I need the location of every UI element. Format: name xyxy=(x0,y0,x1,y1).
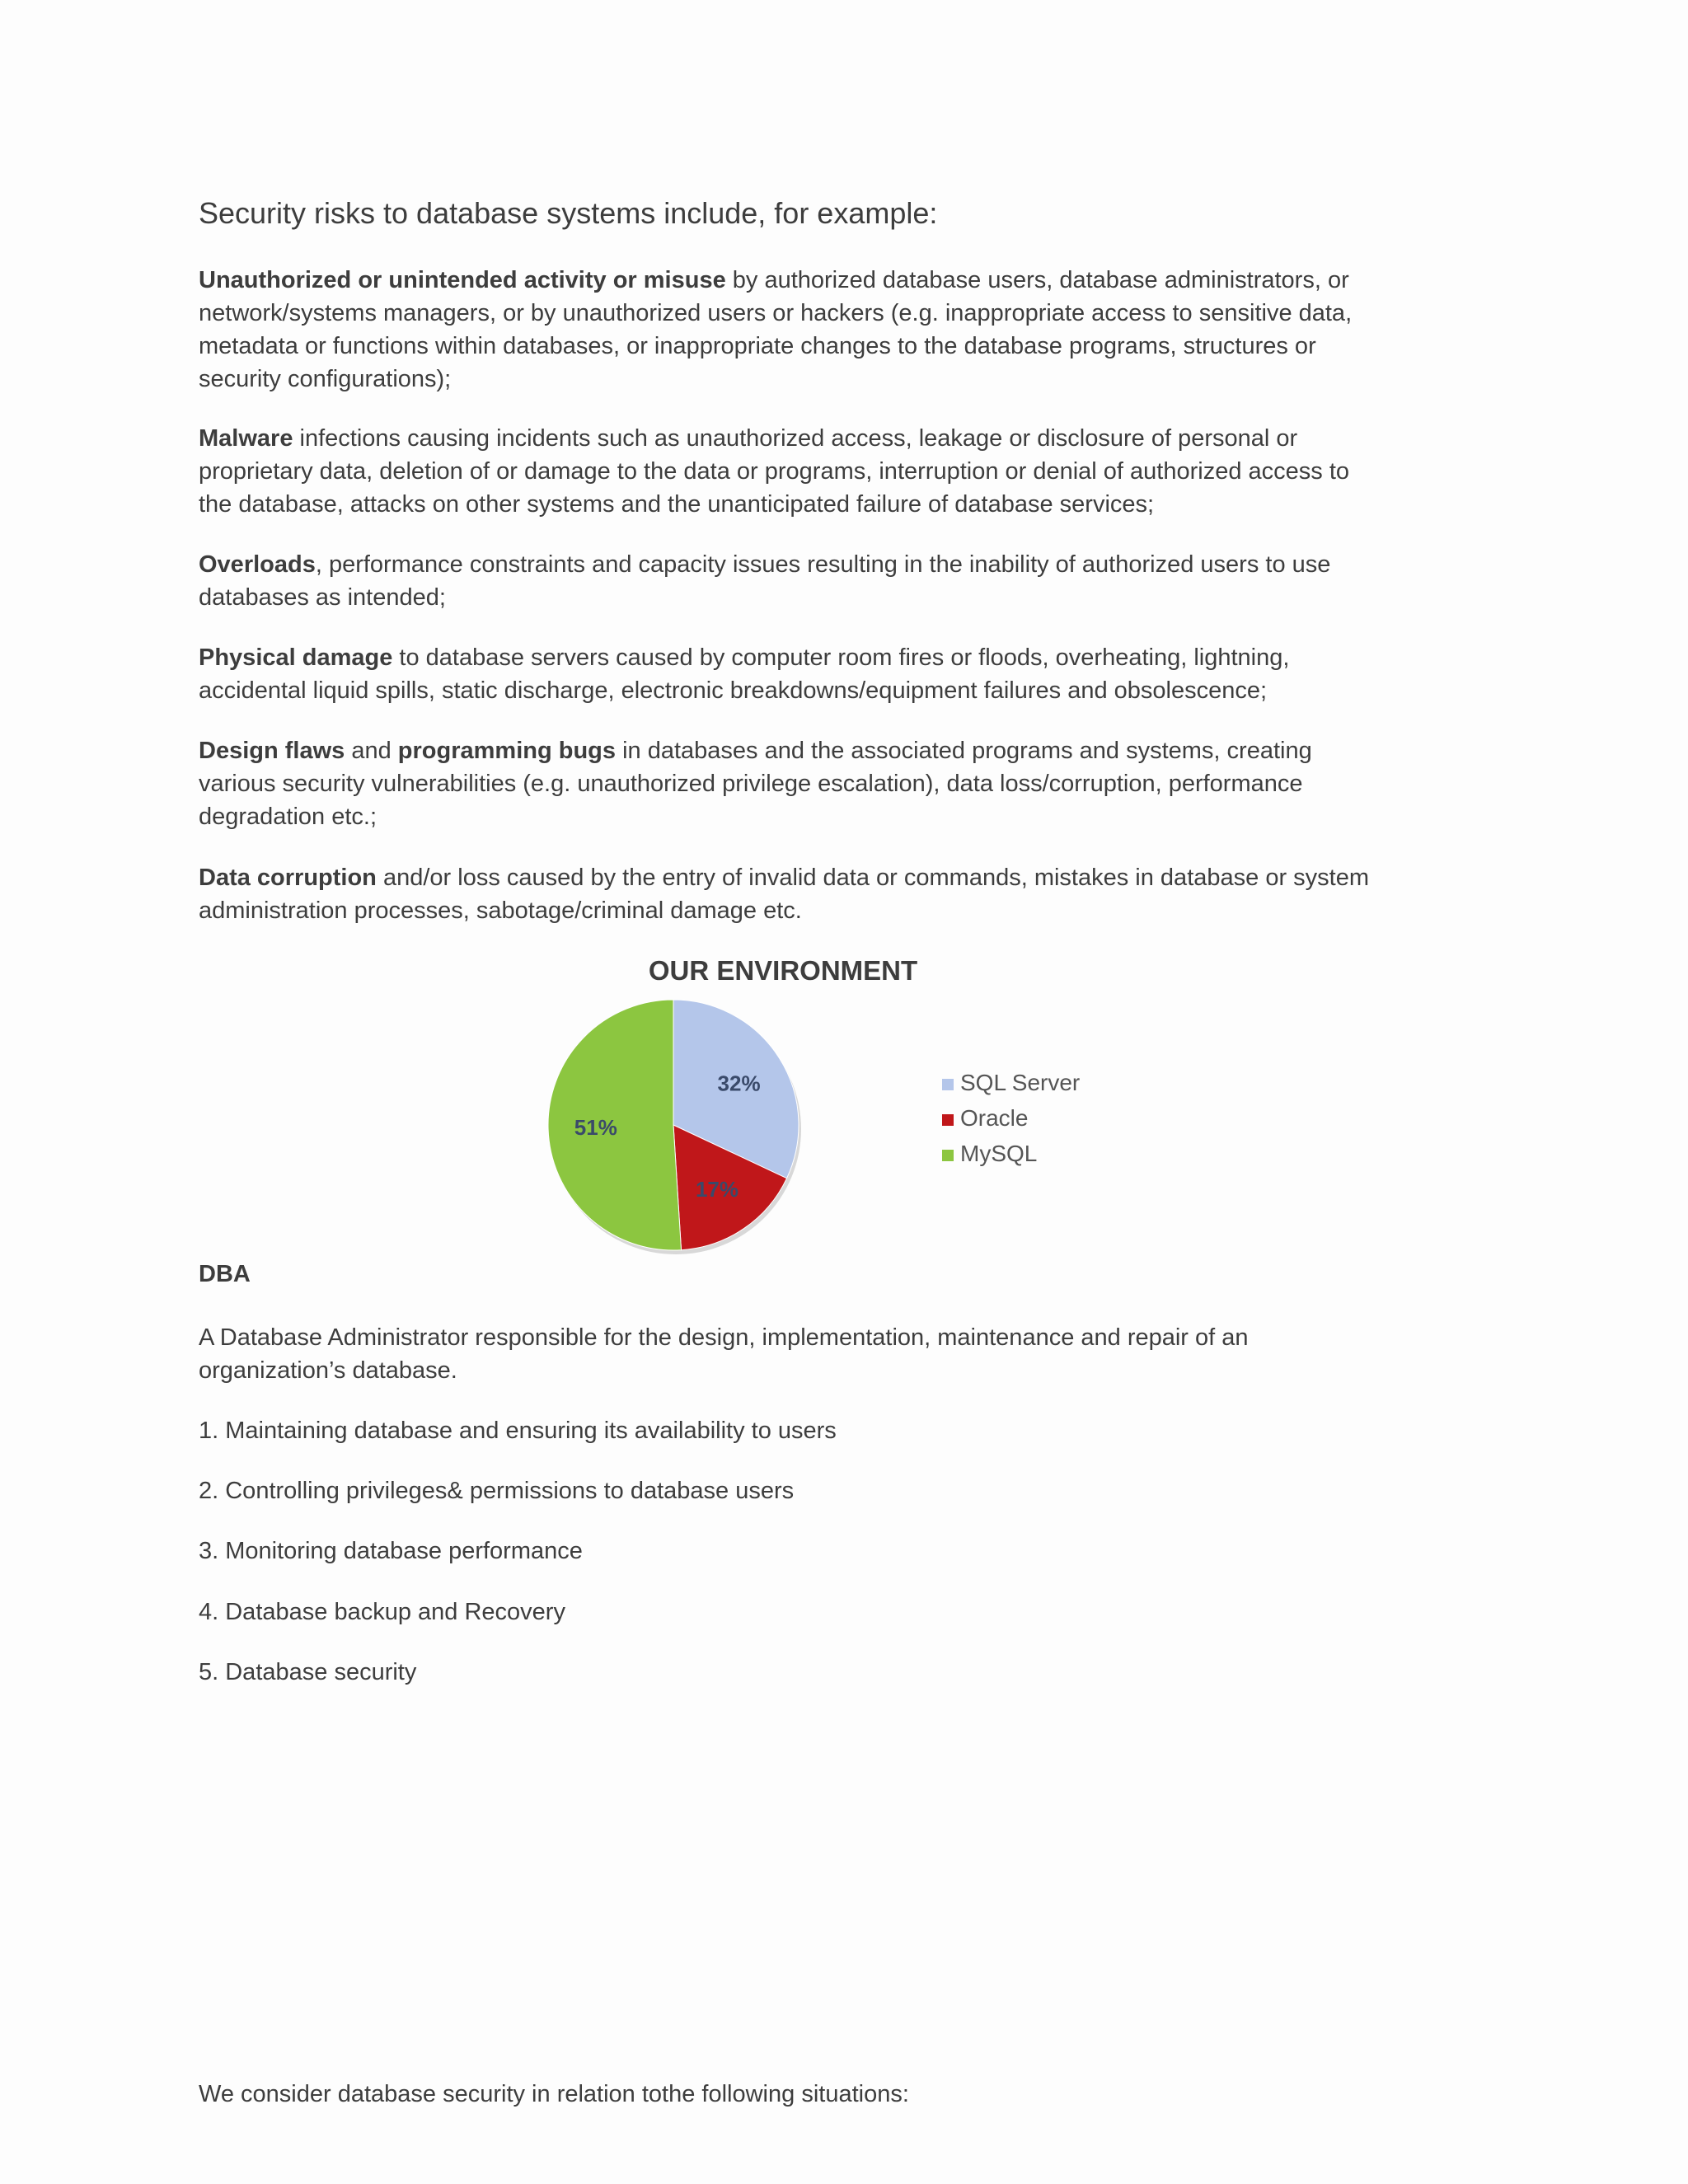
risk-paragraph xyxy=(199,422,1386,521)
pie-data-label: 32% xyxy=(717,1071,761,1096)
risk-term: Data corruption xyxy=(199,865,377,891)
risk-term: Overloads xyxy=(199,551,316,578)
legend-swatch xyxy=(942,1114,954,1126)
dba-heading: DBA xyxy=(199,1261,251,1287)
list-item: 4. Database backup and Recovery xyxy=(199,1599,565,1625)
risk-text: by authorized database users, database administrators, or network/systems managers, or by unauthorized users or hackers (e.g. inappropriate access to sensitive data, metadata or functions within databases, or inappropriate changes to the database programs, structures or security configurations); xyxy=(199,267,1353,392)
risk-paragraph xyxy=(199,641,1386,707)
risk-term: Malware xyxy=(199,425,293,452)
pie-data-label: 17% xyxy=(695,1176,738,1202)
legend-swatch xyxy=(942,1079,954,1090)
pie-data-label: 51% xyxy=(574,1114,617,1140)
risk-text: infections causing incidents such as unauthorized access, leakage or disclosure of personal or proprietary data, deletion of or damage to the data or programs, interruption or denial of authorized access to the database, attacks on other systems and the unanticipated failure of database services; xyxy=(199,425,1350,518)
risk-paragraph xyxy=(199,548,1386,614)
dba-description: A Database Administrator responsible for the design, implementation, maintenance and repair of an organization’s database. xyxy=(199,1324,1249,1384)
risk-paragraph xyxy=(199,734,1386,833)
risk-paragraph xyxy=(199,264,1386,396)
risk-term: Physical damage xyxy=(199,644,393,671)
pie-chart xyxy=(540,993,1109,1265)
legend-label: SQL Server xyxy=(960,1070,1081,1095)
risk-text: , performance constraints and capacity issues resulting in the inability of authorized users to use databases as intended; xyxy=(199,551,1331,611)
risk-text: in databases and the associated programs and systems, creating various security vulnerabilities (e.g. unauthorized privilege escalation), data loss/corruption, performance degradation etc.; xyxy=(199,738,1312,830)
chart-title: OUR ENVIRONMENT xyxy=(648,955,918,986)
list-item: 2. Controlling privileges& permissions to database users xyxy=(199,1478,795,1504)
footer-text: We consider database security in relation tothe following situations: xyxy=(199,2081,909,2107)
list-item: 5. Database security xyxy=(199,1659,417,1685)
risk-term: Design flaws xyxy=(199,738,345,764)
risk-paragraph xyxy=(199,861,1386,927)
list-item: 1. Maintaining database and ensuring its availability to users xyxy=(199,1418,837,1444)
legend-swatch xyxy=(942,1150,954,1161)
risk-text: and/or loss caused by the entry of invalid data or commands, mistakes in database or system administration processes, sabotage/criminal damage etc. xyxy=(199,865,1370,924)
section-heading: Security risks to database systems include, for example: xyxy=(199,196,938,230)
risk-term: programming bugs xyxy=(397,738,617,764)
risk-term: Unauthorized or unintended activity or misuse xyxy=(199,267,726,293)
risk-text-mid: and xyxy=(345,738,398,764)
legend-label: MySQL xyxy=(960,1141,1038,1166)
legend-label: Oracle xyxy=(960,1105,1029,1131)
pie-chart-svg xyxy=(540,993,1109,1265)
risk-text: to database servers caused by computer room fires or floods, overheating, lightning, accidental liquid spills, static discharge, electronic breakdowns/equipment failures and obsolescence; xyxy=(199,644,1290,704)
list-item: 3. Monitoring database performance xyxy=(199,1538,583,1564)
